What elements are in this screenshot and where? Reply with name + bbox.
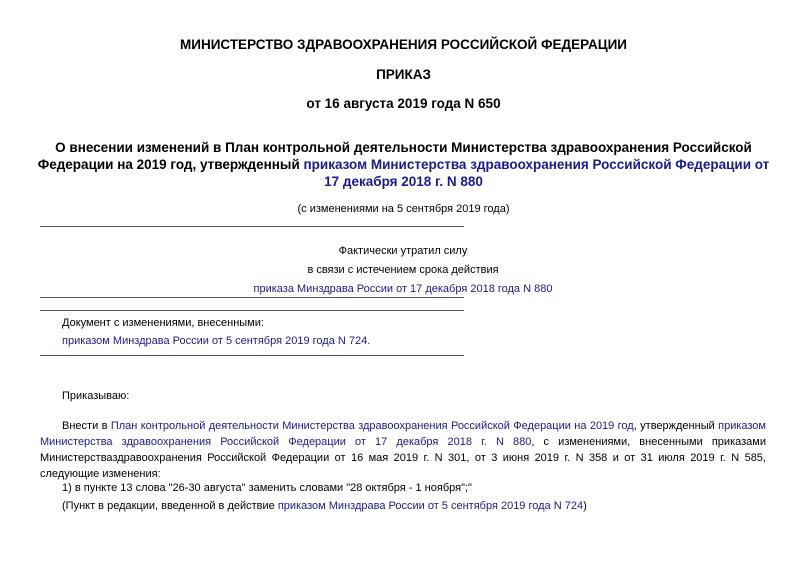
changes-box [62,314,370,350]
item-1: 1) в пункте 13 слова "26-30 августа" заменить словами "28 октября - 1 ноября";" [62,482,472,494]
item-1-note-start: (Пункт в редакции, введенной в действие [62,500,278,512]
title-order-link-cont[interactable]: 17 декабря 2018 г. N 880 [324,174,483,189]
ministry-heading: МИНИСТЕРСТВО ЗДРАВООХРАНЕНИЯ РОССИЙСКОЙ ФЕДЕРАЦИИ [180,37,627,52]
divider [40,297,464,298]
item-1-note [62,498,587,514]
title-line-2 [20,156,787,173]
status-line-1: Фактически утратил силу [338,245,468,257]
document-type: ПРИКАЗ [376,67,431,82]
item-1-note-end: ) [583,500,587,512]
status-order-link[interactable]: приказа Минздрава России от 17 декабря 2018 года N 880 [253,283,553,295]
divider [40,310,464,311]
divider [40,355,464,356]
plan-link[interactable]: План контрольной деятельности Министерства здравоохранения Российской Федерации на 2019 год [110,420,634,432]
para-start: Внести в [62,420,111,432]
changes-label: Документ с изменениями, внесенными: [62,317,264,329]
document-date: от 16 августа 2019 года N 650 [306,96,501,111]
title-line-1: О внесении изменений в План контрольной деятельности Министерства здравоохранения Российской [55,140,752,155]
para-mid-2: , с изменениями, внесенными приказами Министерства [40,436,766,464]
document-title [20,139,787,190]
divider [40,226,464,227]
order-word: Приказываю: [62,390,130,402]
item-1-note-link[interactable]: приказом Минздрава России от 5 сентября 2019 года N 724 [277,500,584,512]
para-mid-1: , утвержденный [633,420,719,432]
main-paragraph [40,418,766,482]
revision-note: (с изменениями на 5 сентября 2019 года) [297,203,510,215]
order-880-link[interactable]: приказом Министерства здравоохранения Российской Федерации от 17 декабря 2018 г. N 880 [40,420,766,448]
status-box [40,242,766,299]
title-line-2-text: Федерации на 2019 год, утвержденный [37,157,304,172]
title-order-link[interactable]: приказом Министерства здравоохранения Российской Федерации от [303,157,770,172]
para-line-3: здравоохранения Российской Федерации от 16 мая 2019 г. N 301, от 3 июня 2019 г. N 358 и от 31 июля 2019 г. N 585, следующие изменения: [40,452,766,480]
changes-order-link[interactable]: приказом Минздрава России от 5 сентября 2019 года N 724. [62,335,371,347]
status-line-2: в связи с истечением срока действия [307,264,499,276]
